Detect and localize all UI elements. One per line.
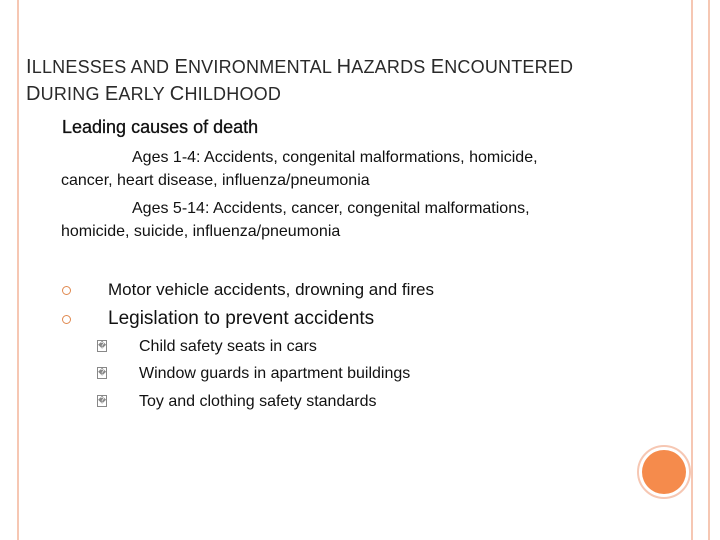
missing-glyph-icon: �	[98, 341, 107, 350]
missing-glyph-icon: �	[98, 396, 107, 405]
sub-bullet-text: Toy and clothing safety standards	[139, 393, 377, 410]
ages-1-4-line2: cancer, heart disease, influenza/pneumonia	[61, 172, 370, 189]
title-initial: D	[26, 83, 41, 105]
ages-5-14-line1: Ages 5-14: Accidents, cancer, congenital malformations,	[132, 200, 530, 217]
title-text: LLNESSES AND	[31, 57, 175, 77]
title-text: URING	[40, 84, 105, 104]
title-initial: E	[430, 56, 445, 78]
ages-1-4-line1: Ages 1-4: Accidents, congenital malformations, homicide,	[132, 149, 538, 166]
bullet-circle-icon	[62, 315, 71, 324]
bullet-circle-icon	[62, 286, 71, 295]
sub-bullet-text: Window guards in apartment buildings	[139, 365, 411, 382]
slide-title	[26, 54, 666, 108]
ages-1-4-paragraph	[61, 146, 661, 192]
title-initial: H	[336, 56, 352, 78]
title-initial: I	[26, 56, 32, 78]
title-text: HILDHOOD	[184, 84, 282, 104]
bullet-text: Motor vehicle accidents, drowning and fires	[108, 280, 434, 299]
section-heading: Leading causes of death	[62, 117, 259, 137]
ages-5-14-line2: homicide, suicide, influenza/pneumonia	[61, 223, 341, 240]
title-text: NVIRONMENTAL	[187, 57, 337, 77]
title-text: ARLY	[118, 84, 170, 104]
ages-5-14-paragraph	[61, 197, 661, 243]
title-text: AZARDS	[351, 57, 431, 77]
title-initial: E	[104, 83, 119, 105]
title-initial: C	[169, 83, 185, 105]
sub-bullet-text: Child safety seats in cars	[139, 338, 317, 355]
title-initial: E	[174, 56, 188, 78]
left-decorative-line	[17, 0, 19, 540]
right-decorative-line-inner	[691, 0, 693, 540]
bullet-text: Legislation to prevent accidents	[108, 308, 375, 329]
title-text: NCOUNTERED	[444, 57, 574, 77]
decorative-circle-fill	[642, 450, 686, 494]
missing-glyph-icon: �	[98, 368, 107, 377]
right-decorative-line-outer	[708, 0, 710, 540]
